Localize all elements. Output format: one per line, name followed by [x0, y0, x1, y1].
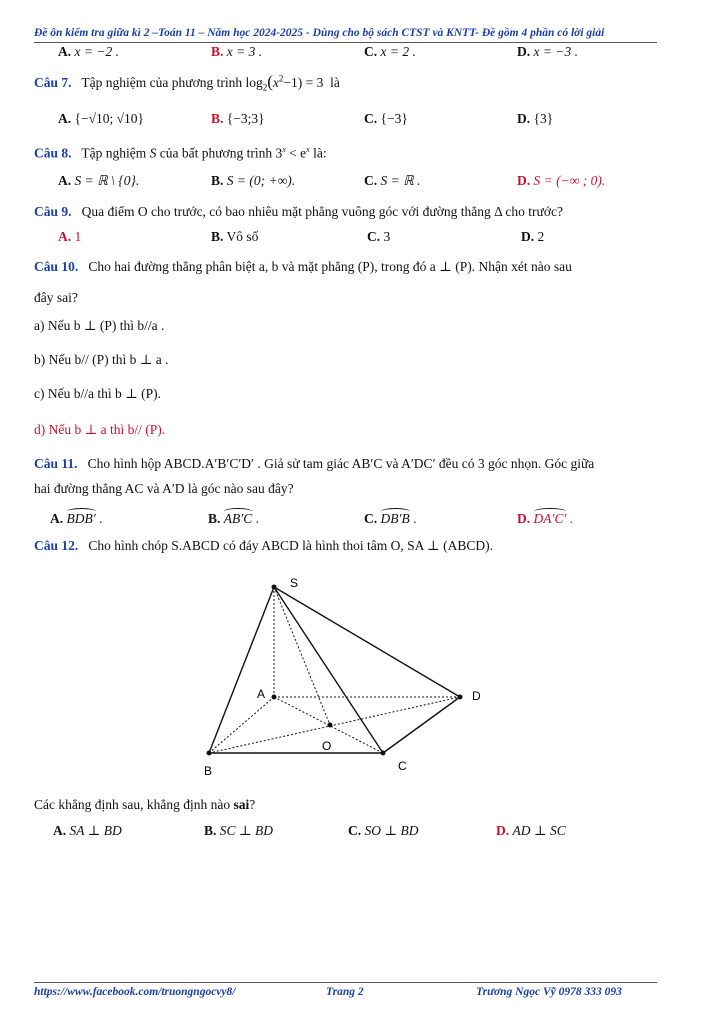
q7-answer-c: C. {−3}	[364, 111, 408, 126]
question-label: Câu 12.	[34, 538, 79, 553]
footer-divider	[34, 982, 657, 983]
pyramid-figure	[180, 570, 500, 780]
edge-SD	[274, 587, 460, 697]
footer-author: Trương Ngọc Vỹ 0978 333 093	[476, 986, 622, 998]
q7-answer-d: D. {3}	[517, 111, 554, 126]
q9-answer-d: D. 2	[521, 229, 545, 244]
prev-answer-a: A. x = −2 .	[58, 44, 119, 59]
question-11-line2: hai đường thẳng AC và A′D là góc nào sau đây?	[34, 481, 294, 496]
question-12: Câu 12. Cho hình chóp S.ABCD có đáy ABCD là hình thoi tâm O, SA ⊥ (ABCD).	[34, 538, 493, 553]
q12-answer-a: A. SA ⊥ BD	[53, 823, 122, 838]
question-label: Câu 8.	[34, 145, 72, 161]
prev-answer-b: B. x = 3 .	[211, 44, 263, 59]
question-9: Câu 9. Qua điểm O cho trước, có bao nhiêu mặt phẳng vuông góc với đường thẳng Δ cho trước?	[34, 204, 563, 219]
q12-answer-d: D. AD ⊥ SC	[496, 823, 566, 838]
question-label: Câu 11.	[34, 456, 78, 471]
q10-item-b: b) Nếu b// (P) thì b ⊥ a .	[34, 352, 169, 367]
q9-answer-a: A. 1	[58, 229, 82, 244]
q7-answer-b: B. {−3;3}	[211, 111, 265, 126]
edge-SB	[209, 587, 274, 753]
page-header: Đề ôn kiểm tra giữa kì 2 –Toán 11 – Năm học 2024-2025 - Dùng cho bộ sách CTST và KNTT- Đề gồm 4 phần có lời giải	[34, 27, 605, 39]
question-8: Câu 8. Tập nghiệm S của bất phương trình $3^x < e^x$ là:	[34, 145, 327, 161]
q11-answer-c: C. DB′B .	[364, 511, 417, 526]
segment-SO	[274, 587, 330, 725]
q7-answer-a: A. {−√10; √10}	[58, 111, 145, 126]
point-A	[272, 695, 277, 700]
point-O	[328, 723, 333, 728]
point-S	[272, 585, 277, 590]
question-12-prompt: Các khẳng định sau, khẳng định nào sai?	[34, 797, 256, 812]
prev-answer-d: D. x = −3 .	[517, 44, 578, 59]
edge-SC	[274, 587, 383, 753]
q10-item-a: a) Nếu b ⊥ (P) thì b//a .	[34, 318, 165, 333]
label-A: A	[257, 687, 266, 701]
q8-answer-b: B. S = (0; +∞).	[211, 173, 296, 188]
q8-answer-a: A. S = ℝ \ {0}.	[58, 173, 140, 188]
question-11: Câu 11. Cho hình hộp ABCD.A′B′C′D′ . Giả sử tam giác AB′C và A′DC′ đều có 3 góc nhọn. Góc giữa	[34, 456, 595, 471]
q11-answer-b: B. AB′C .	[208, 511, 259, 526]
q11-answer-d: D. DA′C′ .	[517, 511, 574, 526]
q9-answer-b: B. Vô số	[211, 229, 259, 244]
label-D: D	[472, 689, 481, 703]
page-number: Trang 2	[326, 986, 364, 998]
label-S: S	[290, 576, 299, 590]
q12-answer-b: B. SC ⊥ BD	[204, 823, 273, 838]
question-10-line2: đây sai?	[34, 290, 78, 305]
point-C	[381, 751, 386, 756]
question-7: Câu 7. Tập nghiệm của phương trình $\log_2(x^2-1) = 3$ là	[34, 72, 340, 93]
q10-item-c: c) Nếu b//a thì b ⊥ (P).	[34, 386, 162, 401]
edge-AB	[209, 697, 274, 753]
label-C: C	[398, 759, 407, 773]
q12-answer-c: C. SO ⊥ BD	[348, 823, 419, 838]
q10-item-d: d) Nếu b ⊥ a thì b// (P).	[34, 422, 166, 437]
label-B: B	[204, 764, 213, 778]
label-O: O	[322, 739, 332, 753]
footer-link[interactable]: https://www.facebook.com/truongngocvy8/	[34, 986, 236, 998]
question-label: Câu 7.	[34, 75, 72, 90]
question-label: Câu 9.	[34, 204, 72, 219]
q9-answer-c: C. 3	[367, 229, 391, 244]
q8-answer-c: C. S = ℝ .	[364, 173, 421, 188]
point-D	[458, 695, 463, 700]
header-divider	[34, 42, 657, 43]
question-label: Câu 10.	[34, 259, 79, 274]
q8-answer-d: D. S = (−∞ ; 0).	[517, 173, 606, 188]
question-10: Câu 10. Cho hai đường thẳng phân biệt a, b và mặt phẳng (P), trong đó a ⊥ (P). Nhận xét nào sau	[34, 259, 572, 274]
prev-answer-c: C. x = 2 .	[364, 44, 416, 59]
point-B	[207, 751, 212, 756]
q11-answer-a: A. BDB′ .	[50, 511, 103, 526]
